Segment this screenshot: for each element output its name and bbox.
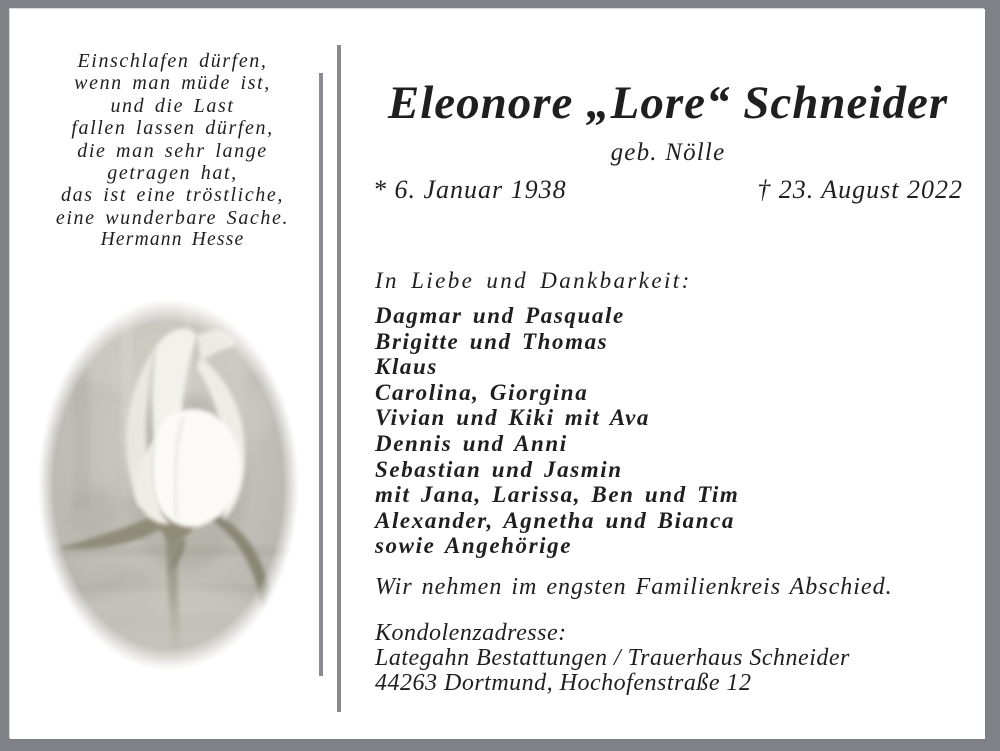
- mourner-line: Carolina, Giorgina: [375, 379, 589, 405]
- maiden-name: geb. Nölle: [610, 139, 726, 166]
- birth-date: * 6. Januar 1938: [373, 175, 567, 204]
- poem-line: getragen hat,: [107, 162, 238, 185]
- poem-line: die man sehr lange: [77, 139, 268, 162]
- death-date: † 23. August 2022: [757, 175, 963, 204]
- mourner-line: Alexander, Agnetha und Bianca: [375, 507, 736, 533]
- white-rose-icon: [37, 298, 300, 672]
- mourner-line: Dagmar und Pasquale: [375, 303, 625, 328]
- obituary-card: [10, 9, 985, 739]
- poem-line: das ist eine tröstliche,: [61, 184, 284, 207]
- notice-body: [373, 9, 963, 739]
- divider-line-inner: [319, 73, 323, 676]
- poem-line: und die Last: [110, 94, 235, 117]
- mourner-line: Brigitte und Thomas: [375, 328, 609, 354]
- mourners-list: [375, 303, 739, 559]
- poem-author: Hermann Hesse: [100, 229, 245, 251]
- mourner-line: sowie Angehörige: [375, 533, 573, 559]
- rose-photo: [37, 298, 300, 672]
- dedication-line: In Liebe und Dankbarkeit:: [375, 268, 692, 293]
- farewell-line: Wir nehmen im engsten Familienkreis Abschied.: [375, 574, 893, 600]
- mourner-line: Vivian und Kiki mit Ava: [375, 405, 651, 431]
- mourner-line: mit Jana, Larissa, Ben und Tim: [375, 482, 740, 508]
- life-dates: [373, 175, 963, 205]
- deceased-name: Eleonore „Lore“ Schneider: [387, 77, 949, 129]
- mourner-line: Klaus: [375, 354, 438, 380]
- divider-line-outer: [337, 45, 341, 712]
- mourner-line: Sebastian und Jasmin: [375, 456, 623, 482]
- condolence-label: Kondolenzadresse:: [375, 620, 567, 646]
- condolence-address-1: Lategahn Bestattungen / Trauerhaus Schneider: [375, 645, 850, 671]
- condolence-address-2: 44263 Dortmund, Hochofenstraße 12: [375, 670, 752, 696]
- poem-line: wenn man müde ist,: [74, 72, 271, 95]
- condolence-block: [375, 621, 850, 696]
- poem-line: eine wunderbare Sache.: [55, 206, 290, 229]
- mourner-line: Dennis und Anni: [375, 430, 568, 456]
- poem-line: fallen lassen dürfen,: [71, 117, 274, 140]
- poem-line: Einschlafen dürfen,: [77, 50, 268, 72]
- poem: [25, 50, 320, 252]
